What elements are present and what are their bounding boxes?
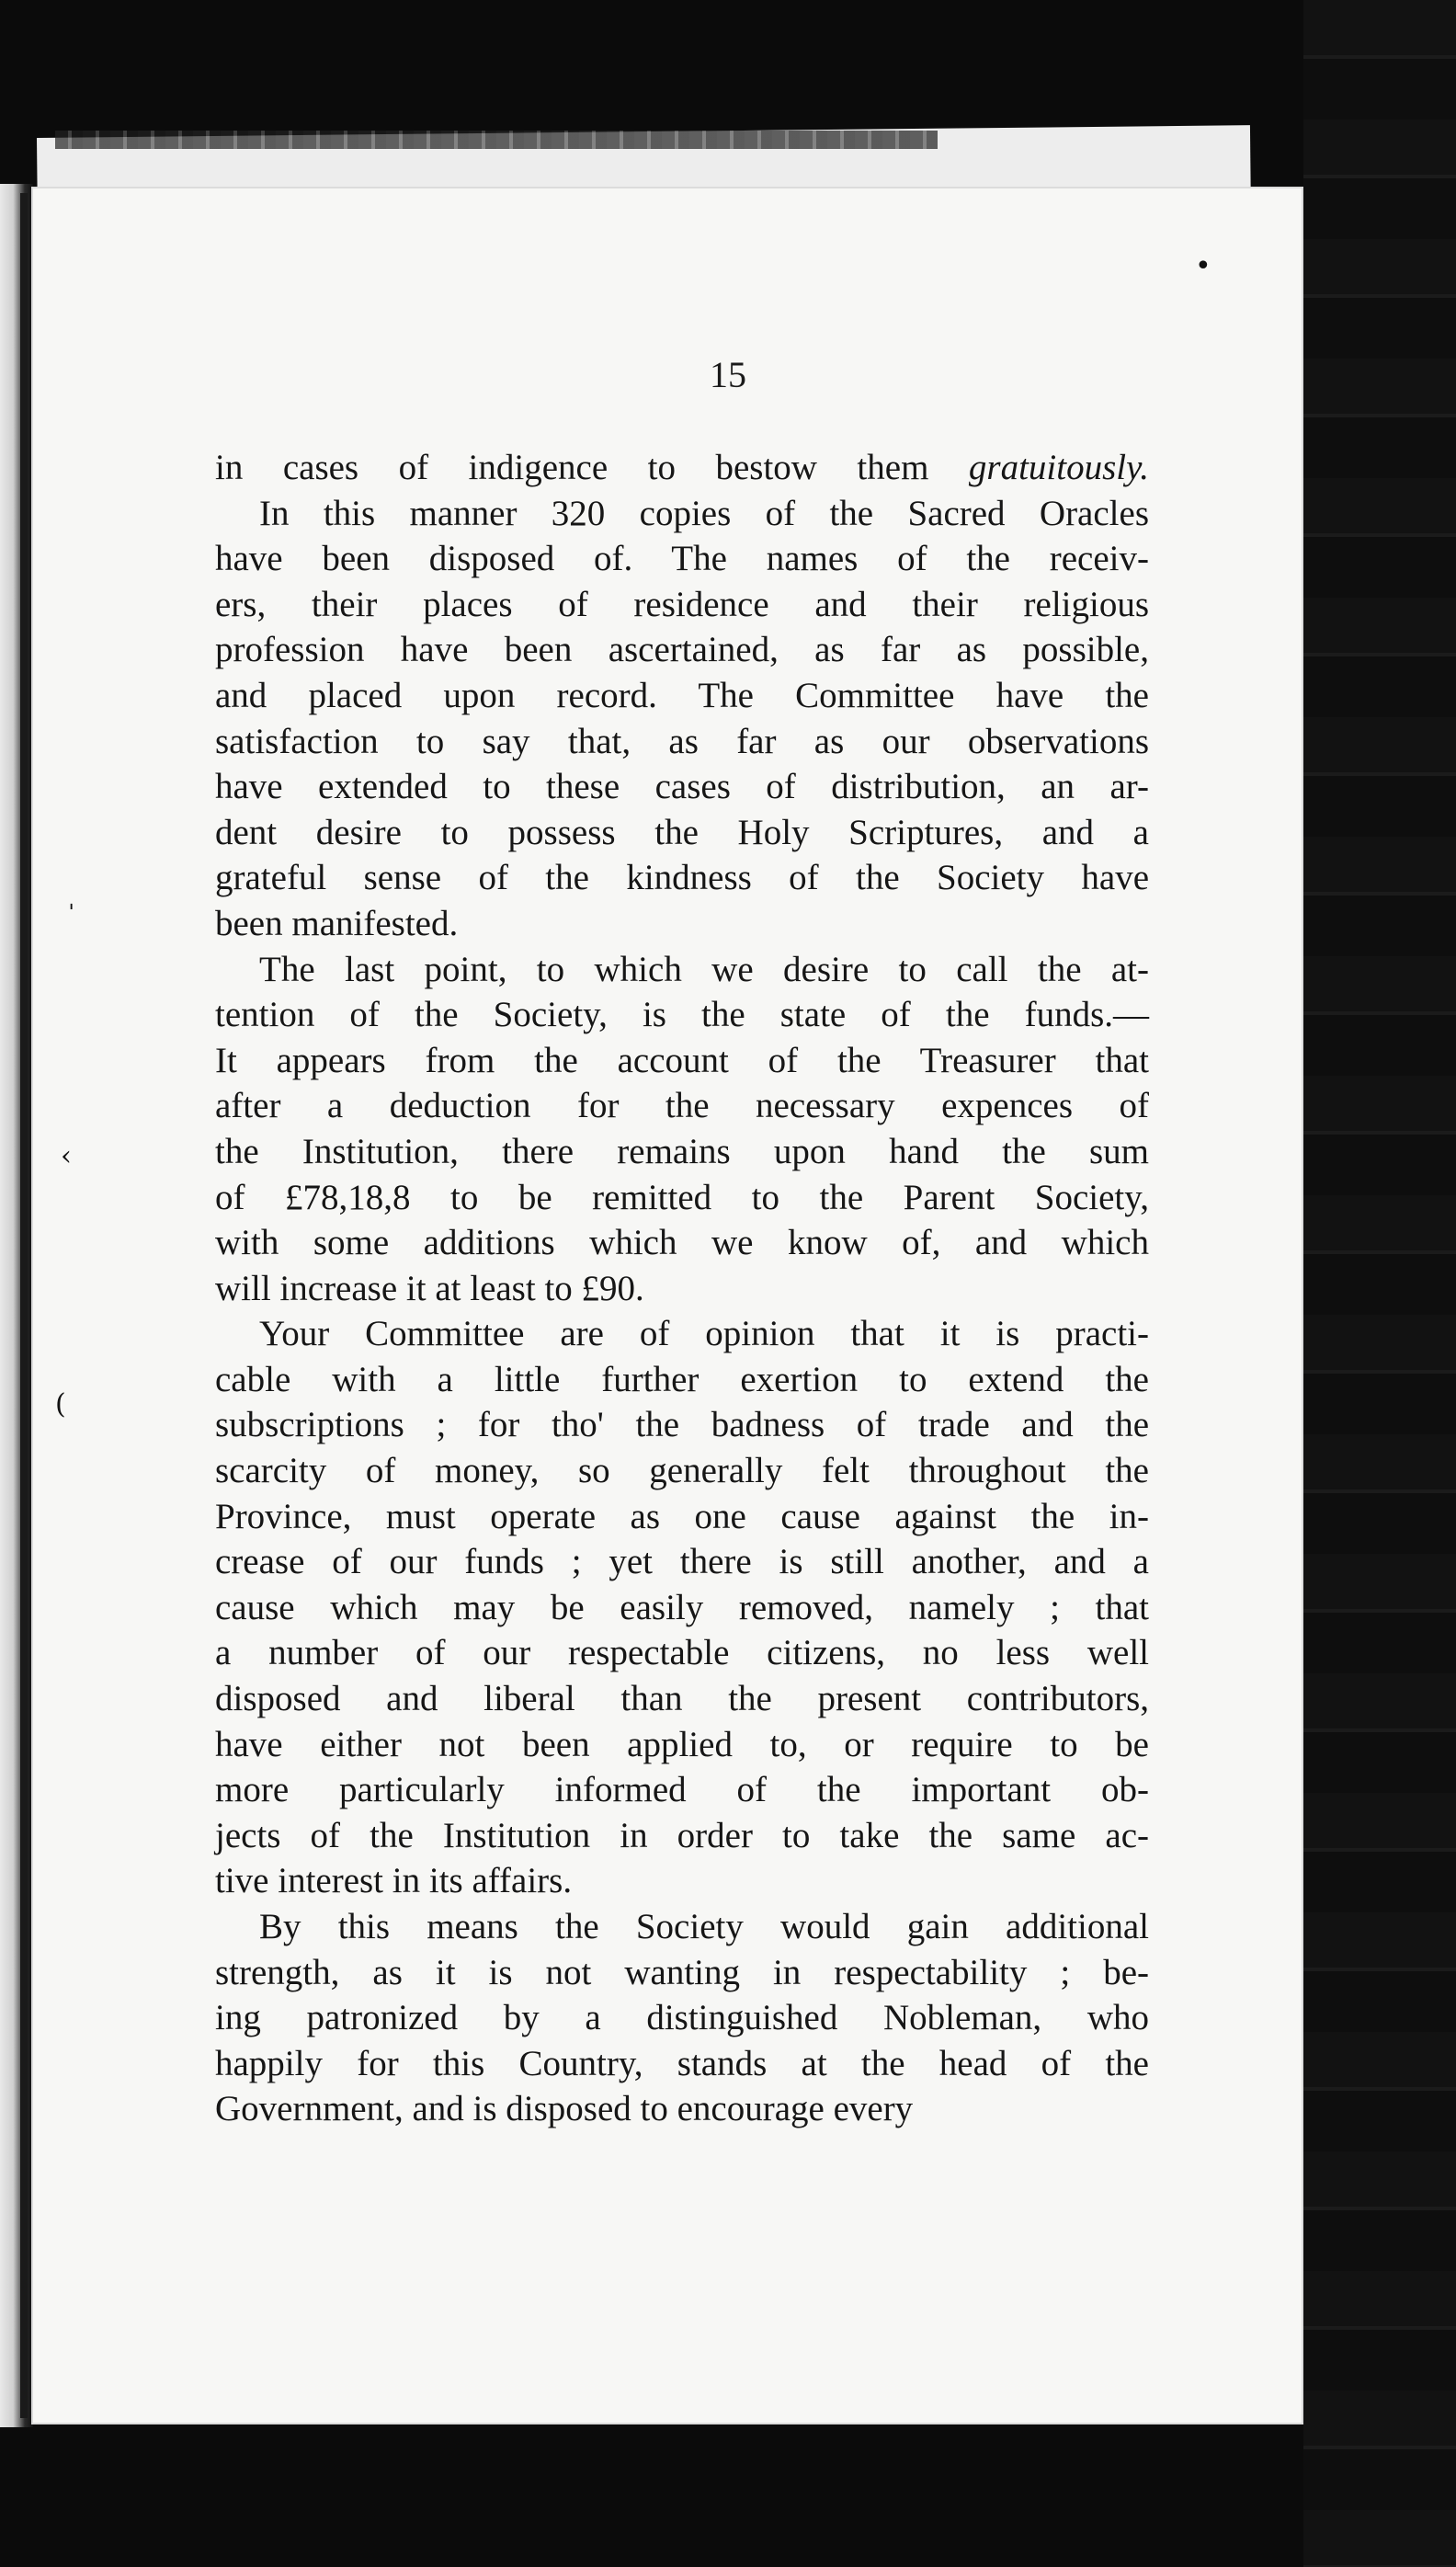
- text-line: subscriptions ; for tho' the badness of trade and the: [215, 1405, 1149, 1445]
- text-line: By this means the Society would gain additional: [259, 1907, 1149, 1946]
- text-line: and placed upon record. The Committee have the: [215, 675, 1149, 715]
- text-line: with some additions which we know of, and which: [215, 1223, 1149, 1263]
- text-line: strength, as it is not wanting in respectability ; be-: [215, 1952, 1149, 1992]
- text-line: tive interest in its affairs.: [215, 1861, 573, 1901]
- text-line: ing patronized by a distinguished Nobleman, who: [215, 1998, 1149, 2038]
- spine-edge: [20, 193, 28, 2418]
- text-line: The last point, to which we desire to call the at-: [259, 949, 1149, 989]
- text-line: more particularly informed of the important ob-: [215, 1770, 1149, 1810]
- text-line: been manifested.: [215, 903, 459, 943]
- text-line: the Institution, there remains upon hand the sum: [215, 1131, 1149, 1171]
- text-line: happily for this Country, stands at the head of the: [215, 2043, 1149, 2083]
- text-line: tention of the Society, is the state of the funds.—: [215, 995, 1149, 1035]
- text-line: have extended to these cases of distribution, an ar-: [215, 767, 1149, 807]
- text-line: grateful sense of the kindness of the Society have: [215, 858, 1149, 898]
- paragraph: [215, 491, 1149, 947]
- text-line: have been disposed of. The names of the receiv-: [215, 539, 1149, 579]
- text-line: It appears from the account of the Treasurer that: [215, 1040, 1149, 1080]
- page-body-text: [215, 445, 1149, 2132]
- text-line: Government, and is disposed to encourage every: [215, 2089, 914, 2129]
- text-line: jects of the Institution in order to take the same ac-: [215, 1815, 1149, 1855]
- underlying-page-print: [55, 131, 938, 149]
- text-line: of £78,18,8 to be remitted to the Parent Society,: [215, 1177, 1149, 1217]
- paragraph: [215, 445, 1149, 491]
- text-line: dent desire to possess the Holy Scriptures, and a: [215, 812, 1149, 852]
- book-spine-shadow: [0, 184, 33, 2427]
- italic-text: gratuitously.: [968, 448, 1149, 487]
- text-line: crease of our funds ; yet there is still another, and a: [215, 1542, 1149, 1582]
- text-line: a number of our respectable citizens, no less well: [215, 1633, 1149, 1673]
- text-line: satisfaction to say that, as far as our observations: [215, 721, 1149, 761]
- text-line: have either not been applied to, or require to be: [215, 1724, 1149, 1764]
- text-line: scarcity of money, so generally felt throughout the: [215, 1451, 1149, 1491]
- paragraph: [215, 1904, 1149, 2132]
- text-line: ers, their places of residence and their religious: [215, 584, 1149, 624]
- text-line: disposed and liberal than the present contributors,: [215, 1679, 1149, 1719]
- text-line: after a deduction for the necessary expences of: [215, 1086, 1149, 1126]
- text-line: Your Committee are of opinion that it is practi-: [259, 1314, 1149, 1354]
- margin-mark: (: [55, 1388, 66, 1420]
- text-line: cable with a little further exertion to extend the: [215, 1359, 1149, 1399]
- text-line: profession have been ascertained, as far as possible,: [215, 630, 1149, 670]
- margin-mark: ˈ: [68, 901, 75, 929]
- text-line: will increase it at least to £90.: [215, 1268, 644, 1308]
- text-line: cause which may be easily removed, namely ; that: [215, 1587, 1149, 1627]
- text-line: Province, must operate as one cause against the in-: [215, 1496, 1149, 1536]
- paragraph: [215, 947, 1149, 1312]
- paragraph: [215, 1311, 1149, 1904]
- page-number: 15: [710, 354, 746, 395]
- text-line: In this manner 320 copies of the Sacred Oracles: [259, 493, 1149, 533]
- text-line: in cases of indigence to bestow them gratuitously.: [215, 448, 1149, 487]
- margin-mark: ‹: [61, 1140, 72, 1172]
- speck-mark: •: [1195, 250, 1211, 282]
